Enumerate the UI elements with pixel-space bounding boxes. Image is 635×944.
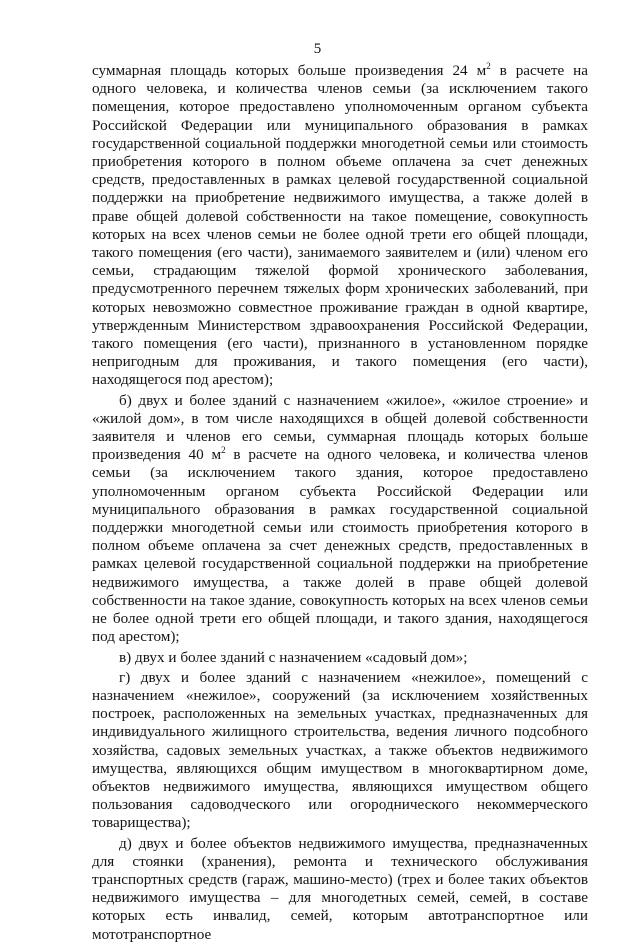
paragraph-item-d	[92, 835, 588, 944]
page-number: 5	[313, 41, 322, 57]
paragraph-item-b	[92, 392, 588, 647]
superscript: 2	[486, 60, 491, 71]
paragraph-text: б) двух и более зданий с назначением «жилое», «жилое строение» и «жилой дом», в том числе находящихся в общей долевой собственности заявителя и членов его семьи, суммарная площадь которых больше произведения 40 м	[92, 391, 588, 464]
paragraph-text: в расчете на одного человека, и количества членов семьи (за исключением такого помещения, которое предоставлено уполномоченным органом субъекта Российской Федерации или муниципального образования в рамках государственной социальной поддержки многодетной семьи или стоимость приобретения которого в полном объеме оплачена за счет денежных средств, предоставленных в рамках целевой государственной социальной поддержки на приобретение недвижимого имущества, а также долей в праве общей долевой собственности на такое помещение, совокупность которых на всех членов семьи не более одной трети его общей площади, такого помещения (его части), занимаемого заявителем и (или) членом его семьи, страдающим тяжелой формой хронического заболевания, предусмотренного перечнем тяжелых форм хронических заболеваний, при которых невозможно совместное проживание граждан в одной квартире, утвержденным Министерством здравоохранения Российской Федерации, такого помещения (его части), признанного в установленном порядке непригодным для проживания, и такого помещения (его части), находящегося под арестом);	[92, 62, 589, 389]
paragraph-text: г) двух и более зданий с назначением «нежилое», помещений с назначением «нежилое», сооружений (за исключением хозяйственных построек, расположенных на земельных участках, предназначенных для индивидуального жилищного строительства, ведения личного подсобного хозяйства, садовых земельных участках, а также объектов недвижимого имущества, являющихся общим имуществом в многоквартирном доме, объектов недвижимого имущества, являющихся имуществом общего пользования садоводческого или огороднического некоммерческого товарищества);	[92, 668, 588, 832]
paragraph-text: суммарная площадь которых больше произведения 24 м	[92, 62, 487, 79]
document-body	[92, 62, 588, 944]
paragraph-text: в) двух и более зданий с назначением «садовый дом»;	[119, 648, 468, 666]
paragraph-text: в расчете на одного человека, и количества членов семьи (за исключением такого здания, которое предоставлено уполномоченным органом субъекта Российской Федерации или муниципального образования в рамках государственной социальной поддержки многодетной семьи или стоимость приобретения которого в полном объеме оплачена за счет денежных средств, предоставленных в рамках целевой государственной социальной поддержки на приобретение недвижимого имущества, а также долей в праве общей долевой собственности на такое здание, совокупность которых на всех членов семьи не более одной трети его общей площади, и такого здания, находящегося под арестом);	[92, 446, 588, 646]
superscript: 2	[221, 445, 226, 456]
paragraph-item-v	[92, 649, 588, 667]
paragraph-text: д) двух и более объектов недвижимого имущества, предназначенных для стоянки (хранения), ремонта и технического обслуживания транспортных средств (гараж, машино-место) (трех и более таких объектов недвижимого имущества – для многодетных семей, семей, в составе которых есть инвалид, семей, которым автотранспортное или мототранспортное	[92, 834, 588, 943]
paragraph-item-g	[92, 669, 588, 833]
paragraph-continuation	[92, 62, 588, 390]
